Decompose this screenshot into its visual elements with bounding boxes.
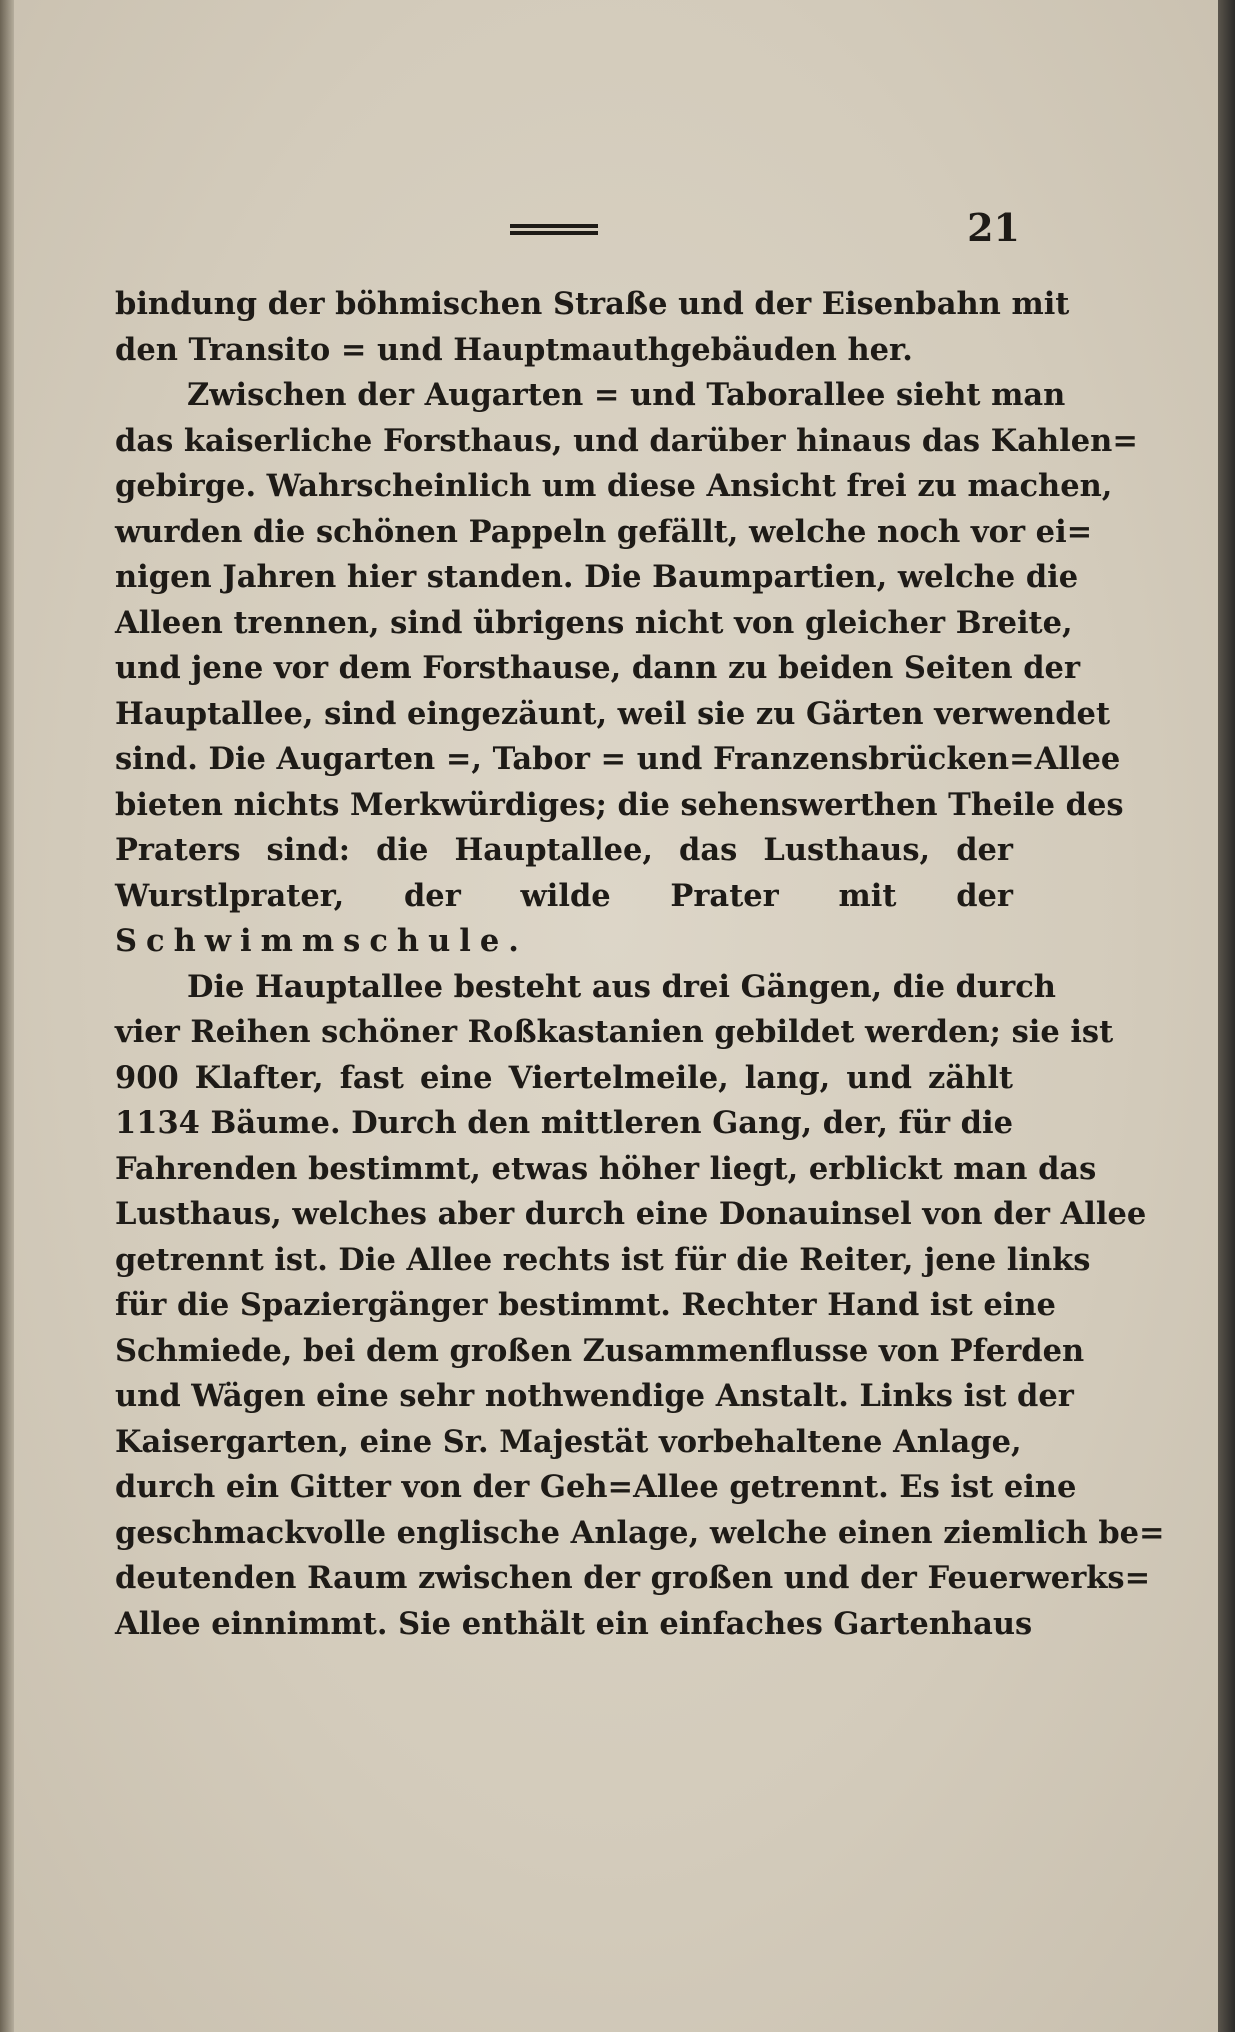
text-line: getrennt ist. Die Allee rechts ist für die Reiter, jene links — [115, 1241, 1091, 1278]
text-line: sind. Die Augarten =, Tabor = und Franzensbrücken=Allee — [115, 741, 1121, 777]
book-edge — [1218, 0, 1235, 2032]
text-line: 900 Klafter, fast eine Viertelmeile, lang, und zählt — [115, 1059, 1013, 1096]
text-line: bindung der böhmischen Straße und der Eisenbahn mit — [115, 286, 1070, 322]
text-line: Schwimmschule. — [115, 923, 528, 959]
text-line: durch ein Gitter von der Geh=Allee getrennt. Es ist eine — [115, 1469, 1077, 1505]
text-line: Schmiede, bei dem großen Zusammenflusse von Pferden — [115, 1332, 1085, 1369]
text-line: Praters sind: die Hauptallee, das Lusthaus, der — [115, 832, 1013, 868]
text-line: Wurstlprater, der wilde Prater mit der — [115, 877, 1013, 914]
text-line: Die Hauptallee besteht aus drei Gängen, die durch — [187, 968, 1056, 1005]
text-line: gebirge. Wahrscheinlich um diese Ansicht frei zu machen, — [115, 468, 1113, 504]
text-line: wurden die schönen Pappeln gefällt, welche noch vor ei= — [115, 513, 1093, 550]
text-line: vier Reihen schöner Roßkastanien gebildet werden; sie ist — [115, 1014, 1114, 1050]
text-line: für die Spaziergänger bestimmt. Rechter Hand ist eine — [115, 1287, 1056, 1323]
text-line: nigen Jahren hier standen. Die Baumpartien, welche die — [115, 559, 1079, 595]
text-line: Zwischen der Augarten = und Taborallee sieht man — [187, 377, 1066, 413]
text-line: bieten nichts Merkwürdiges; die sehenswerthen Theile des — [115, 786, 1124, 823]
text-line: Allee einnimmt. Sie enthält ein einfaches Gartenhaus — [115, 1605, 1033, 1642]
text-line: den Transito = und Hauptmauthgebäuden her. — [115, 331, 913, 368]
page-number: 21 — [967, 205, 1020, 250]
body-text — [115, 282, 1165, 1647]
text-line: geschmackvolle englische Anlage, welche einen ziemlich be= — [115, 1514, 1165, 1551]
text-line: und jene vor dem Forsthause, dann zu beiden Seiten der — [115, 650, 1081, 686]
text-line: das kaiserliche Forsthaus, und darüber hinaus das Kahlen= — [115, 422, 1138, 459]
header-ornament-rule — [510, 224, 598, 238]
text-line: Hauptallee, sind eingezäunt, weil sie zu Gärten verwendet — [115, 695, 1111, 732]
text-line: Kaisergarten, eine Sr. Majestät vorbehaltene Anlage, — [115, 1423, 1022, 1460]
text-line: Fahrenden bestimmt, etwas höher liegt, erblickt man das — [115, 1150, 1097, 1187]
page-gutter — [0, 0, 14, 2032]
text-line: Lusthaus, welches aber durch eine Donauinsel von der Allee — [115, 1196, 1147, 1232]
text-line: Alleen trennen, sind übrigens nicht von gleicher Breite, — [115, 604, 1073, 641]
text-line: und Wägen eine sehr nothwendige Anstalt. Links ist der — [115, 1378, 1074, 1414]
text-line: deutenden Raum zwischen der großen und der Feuerwerks= — [115, 1560, 1151, 1596]
text-line: 1134 Bäume. Durch den mittleren Gang, der, für die — [115, 1105, 1013, 1141]
